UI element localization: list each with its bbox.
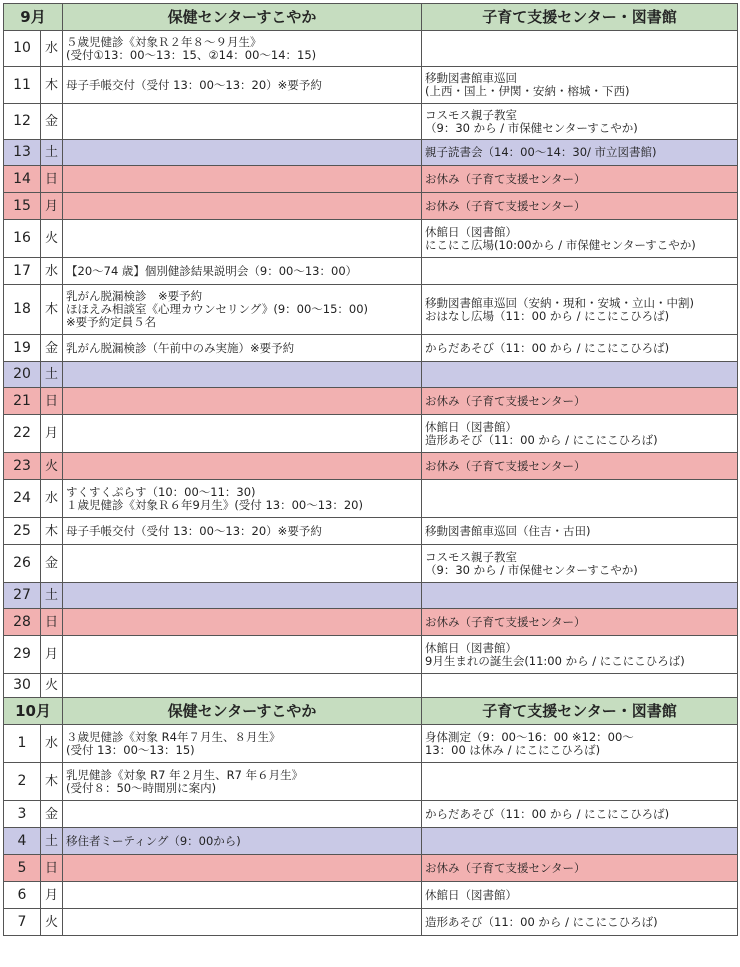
day-number: 15 [4, 193, 41, 220]
day-row [4, 335, 738, 362]
day-row [4, 545, 738, 583]
health-center-event [63, 583, 422, 609]
support-library-event [422, 220, 738, 258]
event-line: お休み（子育て支援センター） [425, 458, 586, 473]
event-line: 【20～74 歳】個別健診結果説明会（9：00～13：00） [66, 263, 358, 278]
event-line: (受付８：50～時間別に案内) [66, 780, 217, 795]
column-header-support-library: 子育て支援センター・図書館 [422, 4, 738, 31]
support-library-event [422, 362, 738, 388]
event-line: 身体測定（9：00～16：00 ※12：00～ [425, 729, 634, 744]
day-row [4, 166, 738, 193]
event-line: 休館日（図書館） [425, 887, 517, 902]
support-library-event [422, 480, 738, 518]
event-line: (受付 13：00～13：15) [66, 742, 195, 757]
event-line: お休み（子育て支援センター） [425, 860, 586, 875]
day-number: 27 [4, 583, 41, 609]
weekday: 月 [41, 636, 63, 674]
event-line: 母子手帳交付（受付 13：00～13：20）※要予約 [66, 77, 322, 92]
weekday: 木 [41, 763, 63, 801]
weekday: 日 [41, 166, 63, 193]
event-line: 乳がん脱漏検診 ※要予約 [66, 289, 203, 303]
support-library-event [422, 909, 738, 936]
weekday: 日 [41, 609, 63, 636]
support-library-event [422, 545, 738, 583]
day-number: 19 [4, 335, 41, 362]
event-line: 造形あそび（11：00 から / にこにこひろば) [425, 432, 658, 447]
weekday: 金 [41, 801, 63, 828]
weekday: 火 [41, 220, 63, 258]
health-center-event [63, 674, 422, 698]
support-library-event [422, 104, 738, 140]
day-row [4, 583, 738, 609]
health-center-event [63, 882, 422, 909]
weekday: 土 [41, 828, 63, 855]
event-line: からだあそび（11：00 から / にこにこひろば) [425, 340, 670, 355]
support-library-event [422, 609, 738, 636]
day-number: 1 [4, 725, 41, 763]
health-center-event [63, 453, 422, 480]
health-center-event [63, 480, 422, 518]
support-library-event [422, 193, 738, 220]
health-center-event [63, 518, 422, 545]
day-number: 29 [4, 636, 41, 674]
event-line: からだあそび（11：00 から / にこにこひろば) [425, 806, 670, 821]
weekday: 火 [41, 674, 63, 698]
support-library-event [422, 166, 738, 193]
support-library-event [422, 67, 738, 104]
day-row [4, 31, 738, 67]
weekday: 水 [41, 725, 63, 763]
event-line: お休み（子育て支援センター） [425, 198, 586, 213]
day-number: 26 [4, 545, 41, 583]
health-center-event [63, 31, 422, 67]
day-number: 11 [4, 67, 41, 104]
day-number: 24 [4, 480, 41, 518]
event-line: コスモス親子教室 [425, 107, 517, 122]
weekday: 木 [41, 67, 63, 104]
month-label: 10月 [4, 698, 63, 725]
support-library-event [422, 415, 738, 453]
event-line: 休館日（図書館） [425, 640, 517, 655]
day-row [4, 518, 738, 545]
event-line: ５歳児健診《対象Ｒ２年８～９月生》 [66, 34, 262, 49]
event-line: （9：30 から / 市保健センターすこやか) [425, 562, 638, 577]
column-header-support-library: 子育て支援センター・図書館 [422, 698, 738, 725]
day-number: 21 [4, 388, 41, 415]
day-row [4, 609, 738, 636]
event-line: 造形あそび（11：00 から / にこにこひろば) [425, 914, 658, 929]
health-center-event [63, 545, 422, 583]
day-row [4, 882, 738, 909]
event-line: すくすくぷらす（10：00～11：30) [66, 484, 256, 499]
event-line: 休館日（図書館） [425, 419, 517, 434]
support-library-event [422, 828, 738, 855]
day-row [4, 258, 738, 285]
event-line: コスモス親子教室 [425, 549, 517, 564]
day-number: 17 [4, 258, 41, 285]
day-number: 2 [4, 763, 41, 801]
day-row [4, 674, 738, 698]
support-library-event [422, 583, 738, 609]
event-line: にこにこ広場(10:00から / 市保健センターすこやか) [425, 237, 696, 252]
day-row [4, 388, 738, 415]
day-row [4, 104, 738, 140]
day-row [4, 801, 738, 828]
health-center-event [63, 388, 422, 415]
event-line: 13：00 は休み / にこにこひろば) [425, 742, 601, 757]
day-number: 14 [4, 166, 41, 193]
day-row [4, 636, 738, 674]
weekday: 木 [41, 518, 63, 545]
health-center-event [63, 67, 422, 104]
weekday: 土 [41, 583, 63, 609]
health-center-event [63, 415, 422, 453]
health-center-event [63, 335, 422, 362]
day-row [4, 725, 738, 763]
day-number: 16 [4, 220, 41, 258]
day-row [4, 855, 738, 882]
event-line: ※要予約定員５名 [66, 315, 157, 329]
weekday: 火 [41, 909, 63, 936]
support-library-event [422, 258, 738, 285]
day-number: 30 [4, 674, 41, 698]
month-label: 9月 [4, 4, 63, 31]
event-line: 移動図書館車巡回 [425, 71, 517, 85]
event-line: （9：30 から / 市保健センターすこやか) [425, 120, 638, 135]
event-line: (受付①13：00～13：15、②14：00～14：15) [66, 47, 317, 62]
day-row [4, 140, 738, 166]
weekday: 日 [41, 388, 63, 415]
event-line: ほほえみ相談室《心理カウンセリング》(9：00～15：00) [66, 302, 369, 316]
health-center-event [63, 855, 422, 882]
day-row [4, 193, 738, 220]
support-library-event [422, 31, 738, 67]
day-row [4, 285, 738, 335]
health-center-event [63, 104, 422, 140]
event-line: お休み（子育て支援センター） [425, 614, 586, 629]
event-line: おはなし広場（11：00 から / にこにこひろば) [425, 308, 670, 323]
support-library-event [422, 855, 738, 882]
support-library-event [422, 674, 738, 698]
column-header-health-center: 保健センターすこやか [63, 4, 422, 31]
month-header-row [4, 698, 738, 725]
event-line: 9月生まれの誕生会(11:00 から / にこにこひろば) [425, 653, 685, 668]
day-row [4, 909, 738, 936]
month-header-row [4, 4, 738, 31]
support-library-event [422, 335, 738, 362]
support-library-event [422, 763, 738, 801]
weekday: 水 [41, 31, 63, 67]
event-line: 母子手帳交付（受付 13：00～13：20）※要予約 [66, 523, 322, 538]
day-number: 7 [4, 909, 41, 936]
day-number: 18 [4, 285, 41, 335]
support-library-event [422, 285, 738, 335]
day-number: 22 [4, 415, 41, 453]
health-center-event [63, 258, 422, 285]
day-number: 13 [4, 140, 41, 166]
support-library-event [422, 725, 738, 763]
support-library-event [422, 518, 738, 545]
weekday: 金 [41, 335, 63, 362]
support-library-event [422, 453, 738, 480]
day-number: 4 [4, 828, 41, 855]
day-number: 5 [4, 855, 41, 882]
weekday: 水 [41, 480, 63, 518]
weekday: 土 [41, 140, 63, 166]
health-center-event [63, 828, 422, 855]
weekday: 金 [41, 104, 63, 140]
health-center-event [63, 763, 422, 801]
health-center-event [63, 609, 422, 636]
health-center-event [63, 140, 422, 166]
health-center-event [63, 193, 422, 220]
support-library-event [422, 801, 738, 828]
health-center-event [63, 220, 422, 258]
weekday: 金 [41, 545, 63, 583]
event-line: 移動図書館車巡回（住吉・古田) [425, 523, 591, 538]
day-row [4, 220, 738, 258]
health-center-event [63, 636, 422, 674]
event-line: 乳がん脱漏検診（午前中のみ実施）※要予約 [66, 340, 295, 355]
day-row [4, 362, 738, 388]
weekday: 木 [41, 285, 63, 335]
event-line: 移住者ミーティング（9：00から) [66, 833, 241, 848]
day-number: 20 [4, 362, 41, 388]
weekday: 月 [41, 415, 63, 453]
weekday: 火 [41, 453, 63, 480]
event-line: 移動図書館車巡回（安納・現和・安城・立山・中割) [425, 295, 694, 310]
day-row [4, 763, 738, 801]
event-line: 休館日（図書館） [425, 224, 517, 239]
event-line: 親子読書会（14：00～14：30/ 市立図書館) [425, 145, 657, 159]
health-center-event [63, 362, 422, 388]
day-row [4, 415, 738, 453]
day-row [4, 828, 738, 855]
day-number: 10 [4, 31, 41, 67]
day-number: 23 [4, 453, 41, 480]
weekday: 月 [41, 193, 63, 220]
support-library-event [422, 140, 738, 166]
event-line: 乳児健診《対象 R7 年２月生、R7 年６月生》 [66, 767, 304, 782]
health-center-event [63, 285, 422, 335]
support-library-event [422, 882, 738, 909]
day-number: 12 [4, 104, 41, 140]
support-library-event [422, 388, 738, 415]
support-library-event [422, 636, 738, 674]
weekday: 土 [41, 362, 63, 388]
day-number: 3 [4, 801, 41, 828]
day-number: 6 [4, 882, 41, 909]
weekday: 水 [41, 258, 63, 285]
day-number: 25 [4, 518, 41, 545]
health-center-event [63, 801, 422, 828]
health-center-event [63, 166, 422, 193]
day-row [4, 67, 738, 104]
event-line: お休み（子育て支援センター） [425, 393, 586, 408]
day-row [4, 453, 738, 480]
event-line: １歳児健診《対象Ｒ６年9月生》(受付 13：00～13：20) [66, 497, 363, 512]
health-center-event [63, 909, 422, 936]
column-header-health-center: 保健センターすこやか [63, 698, 422, 725]
health-center-event [63, 725, 422, 763]
day-number: 28 [4, 609, 41, 636]
event-line: お休み（子育て支援センター） [425, 171, 586, 186]
schedule-table [3, 3, 738, 936]
weekday: 日 [41, 855, 63, 882]
weekday: 月 [41, 882, 63, 909]
event-line: ３歳児健診《対象 R4年７月生、８月生》 [66, 729, 281, 744]
day-row [4, 480, 738, 518]
event-line: (上西・国上・伊関・安納・榕城・下西) [425, 84, 630, 98]
